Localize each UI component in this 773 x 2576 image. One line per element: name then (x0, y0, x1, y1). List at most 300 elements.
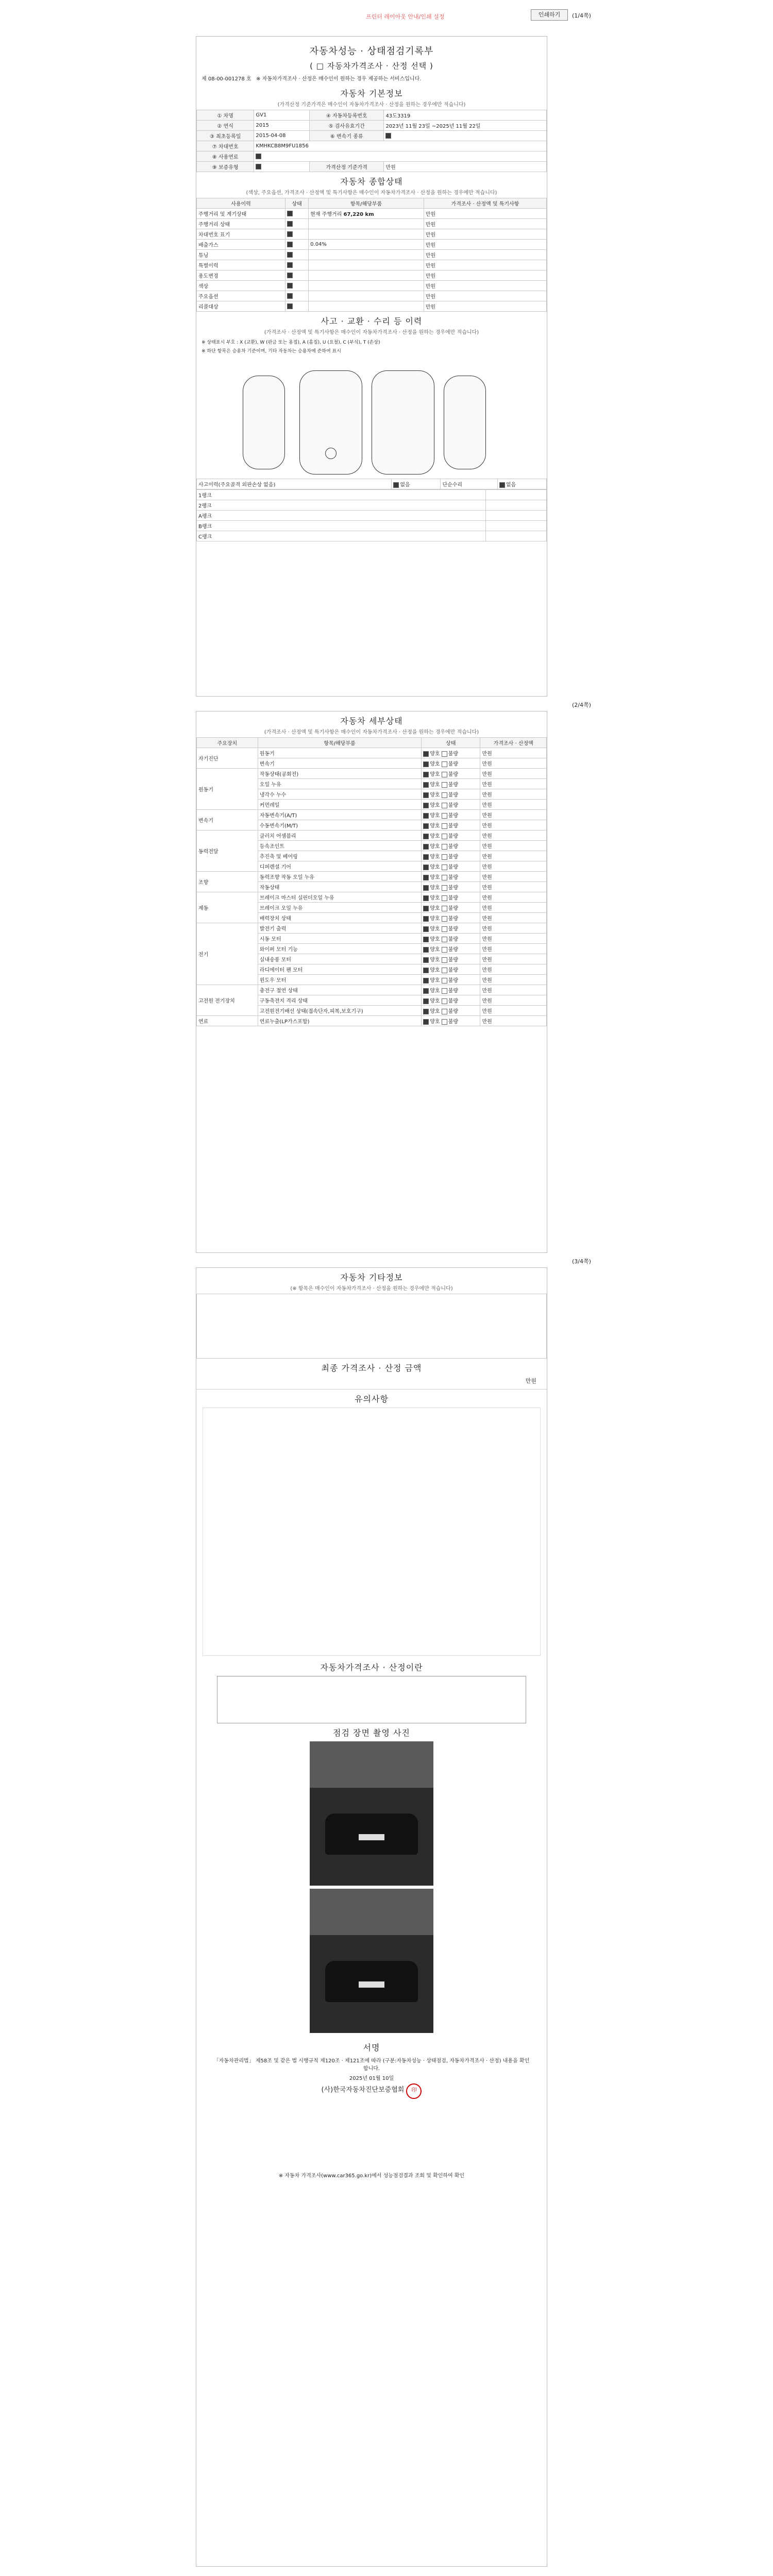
state-bad: 불량 (448, 988, 459, 994)
checkbox-icon (423, 978, 429, 984)
state-bad: 불량 (448, 782, 459, 788)
detail-item: 실내송풍 모터 (258, 954, 421, 964)
detail-price: 만원 (480, 769, 547, 779)
overall-sub: (색상, 주요옵션, 가격조사 · 산정액 및 특기사항은 매수인이 자동차가격조사 · 산정을 원하는 경우에만 적습니다) (246, 190, 497, 196)
checkbox-icon (256, 154, 261, 159)
detail-row (197, 810, 547, 820)
other-sub: (※ 항목은 매수인이 자동차가격조사 · 산정을 원하는 경우에만 적습니다) (290, 1286, 453, 1292)
checkbox-icon (423, 957, 429, 963)
detail-item: 추진축 및 베어링 (258, 851, 421, 861)
detail-item: 냉각수 누수 (258, 789, 421, 800)
detail-h0: 주요장치 (197, 738, 258, 748)
checkbox-icon (423, 988, 429, 994)
detail-price: 만원 (480, 831, 547, 841)
checkbox-icon (256, 164, 261, 170)
price-unit: 만원 (424, 219, 546, 229)
accident-legend: ※ 상태표시 부호 : X (교환), W (판금 또는 용접), A (흠집), U (요철), C (부식), T (손상) (201, 340, 380, 345)
doc-title: 자동차성능 · 상태점검기록부 (309, 46, 434, 57)
seal-stamp-icon: 印 (406, 2083, 422, 2099)
checkbox-icon (442, 1009, 447, 1014)
rank-label: 1랭크 (197, 490, 486, 500)
detail-state (422, 831, 480, 841)
answer-no: 없음 (400, 482, 410, 488)
detail-price: 만원 (480, 789, 547, 800)
detail-item: 자동변속기(A/T) (258, 810, 421, 820)
sign-text: 「자동차관리법」 제58조 및 같은 법 시행규칙 제120조 · 제121조에 따라 (구분:자동차성능 · 상태점검, 자동차가격조사 · 산정) 내용을 확인합니다. (213, 2058, 530, 2072)
detail-state (422, 903, 480, 913)
checkbox-icon (423, 854, 429, 860)
org-name-text: (사)한국자동차진단보증협회 (321, 2086, 405, 2094)
detail-item: 시동 모터 (258, 934, 421, 944)
state-bad: 불량 (448, 895, 459, 901)
detail-price: 만원 (480, 913, 547, 923)
checkbox-icon (442, 895, 447, 901)
state-bad: 불량 (448, 916, 459, 922)
detail-item: 고전원전기배선 상태(접속단자,피복,보호기구) (258, 1006, 421, 1016)
doc-subtitle: ( □ 자동차가격조사 · 산정 선택 ) (310, 61, 433, 71)
checkbox-icon (423, 895, 429, 901)
state-good: 양호 (430, 865, 440, 870)
overall-table (196, 198, 547, 312)
overall-h1: 상태 (285, 198, 309, 209)
checkbox-icon (287, 211, 293, 216)
detail-item: 등속조인트 (258, 841, 421, 851)
page-2 (196, 711, 547, 1253)
notes-title: 유의사항 (355, 1394, 389, 1404)
state-good: 양호 (430, 998, 440, 1004)
checkbox-icon (442, 854, 447, 860)
sign-title: 서명 (363, 2043, 380, 2053)
state-bad: 불량 (448, 947, 459, 953)
state-bad: 불량 (448, 926, 459, 932)
detail-price: 만원 (480, 872, 547, 882)
warranty-value (254, 162, 310, 172)
checkbox-icon (423, 782, 429, 788)
print-button[interactable]: 인쇄하기 (531, 9, 568, 21)
checkbox-icon (287, 293, 293, 299)
state-good: 양호 (430, 916, 440, 922)
state-good: 양호 (430, 947, 440, 953)
checkbox-icon (423, 823, 429, 829)
checkbox-icon (442, 968, 447, 973)
checkbox-icon (287, 221, 293, 227)
accident-sub: (가격조사 · 산정액 및 특기사항은 매수인이 자동차가격조사 · 산정을 원하는 경우에만 적습니다) (264, 330, 479, 335)
checkbox-icon (442, 957, 447, 963)
state-good: 양호 (430, 906, 440, 911)
answer-no: 없음 (506, 482, 516, 488)
checkbox-icon (423, 844, 429, 850)
detail-state (422, 758, 480, 769)
state-good: 양호 (430, 875, 440, 880)
detail-state (422, 882, 480, 892)
page-3-number: (3/4쪽) (572, 1258, 591, 1265)
checkbox-icon (442, 792, 447, 798)
seal-title: 자동차가격조사 · 산정이란 (320, 1663, 423, 1672)
detail-price: 만원 (480, 810, 547, 820)
state-bad: 불량 (448, 751, 459, 757)
car-side-left-icon (243, 376, 285, 469)
detail-item: 윈도우 모터 (258, 975, 421, 985)
detail-price: 만원 (480, 1006, 547, 1016)
page-3 (196, 1267, 547, 2567)
detail-state (422, 861, 480, 872)
detail-title: 자동차 세부상태 (340, 716, 403, 726)
checkbox-icon (287, 242, 293, 247)
state-good: 양호 (430, 834, 440, 839)
car-no-label: ④ 자동차등록번호 (309, 110, 383, 121)
state-good: 양호 (430, 988, 440, 994)
detail-row (197, 985, 547, 995)
checkbox-icon (287, 283, 293, 289)
seal-body (217, 1676, 526, 1723)
detail-group: 고전원 전기장치 (197, 985, 258, 1016)
state-bad: 불량 (448, 957, 459, 963)
price-unit: 만원 (424, 281, 546, 291)
detail-state (422, 954, 480, 964)
detail-group: 전기 (197, 923, 258, 985)
detail-item: 변속기 (258, 758, 421, 769)
detail-price: 만원 (480, 748, 547, 758)
car-name-value: GV1 (254, 110, 310, 121)
vin-value: KMHKCB8M9FU1856 (254, 141, 547, 151)
detail-item: 수동변속기(M/T) (258, 820, 421, 831)
doc-number-row (196, 72, 547, 84)
state-good: 양호 (430, 1009, 440, 1014)
year-value: 2015 (254, 121, 310, 131)
org-name (196, 2083, 547, 2099)
detail-state (422, 779, 480, 789)
inspect-label: ⑤ 검사유효기간 (309, 121, 383, 131)
inspect-value: 2023년 11월 23일 ~2025년 11월 22일 (384, 121, 547, 131)
state-good: 양호 (430, 957, 440, 963)
checkbox-icon (442, 844, 447, 850)
price-unit: 만원 (424, 301, 546, 312)
basic-info-sub: (가격산정 기준가격은 매수인이 자동차가격조사 · 산정을 원하는 경우에만 적습니다) (277, 102, 466, 108)
car-underbody-icon (372, 370, 434, 474)
state-good: 양호 (430, 926, 440, 932)
detail-row (197, 1016, 547, 1026)
checkbox-icon (442, 751, 447, 757)
fuel-label: ⑧ 사용연료 (197, 151, 254, 162)
state-good: 양호 (430, 823, 440, 829)
checkbox-icon (423, 885, 429, 891)
accident-table (196, 479, 547, 489)
checkbox-icon (287, 262, 293, 268)
detail-state (422, 913, 480, 923)
checkbox-icon (499, 482, 505, 488)
detail-price: 만원 (480, 779, 547, 789)
detail-state (422, 851, 480, 861)
detail-state (422, 892, 480, 903)
print-notice-link[interactable]: 프린터 레이아웃 안내/인쇄 설정 (366, 13, 445, 20)
state-good: 양호 (430, 895, 440, 901)
overall-row: 특별이력 (197, 260, 285, 270)
state-bad: 불량 (448, 865, 459, 870)
detail-state (422, 800, 480, 810)
page-number: (1/4쪽) (572, 12, 591, 19)
overall-h3: 가격조사 · 산정액 및 특기사항 (424, 198, 546, 209)
overall-row: 배출가스 (197, 240, 285, 250)
detail-price: 만원 (480, 985, 547, 995)
fuel-value (254, 151, 547, 162)
detail-group: 제동 (197, 892, 258, 923)
detail-state (422, 964, 480, 975)
detail-state (422, 1006, 480, 1016)
checkbox-icon (442, 875, 447, 880)
state-good: 양호 (430, 1019, 440, 1025)
car-diagram (196, 355, 547, 479)
price-unit: 만원 (424, 270, 546, 281)
detail-item: 배력장치 상태 (258, 913, 421, 923)
detail-item: 작동상태 (258, 882, 421, 892)
doc-no-label: 제 (201, 76, 207, 82)
rank-label: C랭크 (197, 531, 486, 541)
car-no-value: 43도3319 (384, 110, 547, 121)
checkbox-icon (442, 834, 447, 839)
state-good: 양호 (430, 813, 440, 819)
overall-title: 자동차 종합상태 (340, 177, 403, 187)
overall-h2: 항목/해당부품 (309, 198, 424, 209)
detail-row (197, 923, 547, 934)
overall-row: 튜닝 (197, 250, 285, 260)
mileage-value: 67,220 km (343, 212, 374, 217)
checkbox-icon (423, 875, 429, 880)
detail-state (422, 975, 480, 985)
detail-item: 디퍼렌셜 기어 (258, 861, 421, 872)
state-good: 양호 (430, 968, 440, 973)
detail-row (197, 831, 547, 841)
checkbox-icon (442, 885, 447, 891)
detail-state (422, 748, 480, 758)
inspection-photo-2 (310, 1889, 433, 2033)
state-bad: 불량 (448, 761, 459, 767)
state-bad: 불량 (448, 968, 459, 973)
checkbox-icon (442, 978, 447, 984)
detail-price: 만원 (480, 892, 547, 903)
checkbox-icon (423, 772, 429, 777)
overall-row: 리콜대상 (197, 301, 285, 312)
checkbox-icon (442, 988, 447, 994)
accident-row: 단순수리 (441, 479, 497, 489)
detail-item: 라디에이터 팬 모터 (258, 964, 421, 975)
detail-group: 변속기 (197, 810, 258, 831)
checkbox-icon (442, 916, 447, 922)
checkbox-icon (423, 937, 429, 942)
detail-state (422, 872, 480, 882)
price-unit: 만원 (525, 1378, 536, 1384)
checkbox-icon (287, 303, 293, 309)
detail-price: 만원 (480, 995, 547, 1006)
detail-group: 조향 (197, 872, 258, 892)
detail-price: 만원 (480, 800, 547, 810)
notes-body (203, 1408, 541, 1656)
detail-price: 만원 (480, 758, 547, 769)
detail-h2: 상태 (422, 738, 480, 748)
state-bad: 불량 (448, 823, 459, 829)
state-good: 양호 (430, 772, 440, 777)
state-bad: 불량 (448, 1019, 459, 1025)
checkbox-icon (423, 947, 429, 953)
year-label: ② 연식 (197, 121, 254, 131)
state-bad: 불량 (448, 792, 459, 798)
detail-price: 만원 (480, 923, 547, 934)
detail-item: 브레이크 오일 누유 (258, 903, 421, 913)
car-name-label: ① 차명 (197, 110, 254, 121)
detail-state (422, 841, 480, 851)
detail-price: 만원 (480, 975, 547, 985)
checkbox-icon (287, 273, 293, 278)
detail-state (422, 820, 480, 831)
other-title: 자동차 기타정보 (340, 1273, 403, 1282)
price-unit: 만원 (424, 240, 546, 250)
first-reg-value: 2015-04-08 (254, 131, 310, 141)
checkbox-icon (442, 865, 447, 870)
detail-row (197, 748, 547, 758)
detail-price: 만원 (480, 851, 547, 861)
photo-title: 점검 장면 촬영 사진 (333, 1728, 410, 1738)
detail-row (197, 892, 547, 903)
sign-date: 2025년 01월 10일 (349, 2076, 394, 2081)
detail-group: 동력전달 (197, 831, 258, 872)
overall-row: 주요옵션 (197, 291, 285, 301)
state-good: 양호 (430, 854, 440, 860)
mileage-label: 현재 주행거리 (310, 212, 342, 217)
doc-no-value: 08-00-001278 (208, 76, 245, 82)
overall-row: 주행거리 및 계기상태 (197, 209, 285, 219)
detail-price: 만원 (480, 861, 547, 872)
accident-row: 사고이력(주요골격 외판손상 없음) (197, 479, 392, 489)
top-toolbar (0, 0, 773, 31)
detail-price: 만원 (480, 1016, 547, 1026)
detail-price: 만원 (480, 841, 547, 851)
detail-sub: (가격조사 · 산정액 및 특기사항은 매수인이 자동차가격조사 · 산정을 원하는 경우에만 적습니다) (264, 730, 479, 735)
checkbox-icon (423, 916, 429, 922)
detail-price: 만원 (480, 820, 547, 831)
state-good: 양호 (430, 844, 440, 850)
state-good: 양호 (430, 803, 440, 808)
checkbox-icon (423, 761, 429, 767)
checkbox-icon (423, 751, 429, 757)
checkbox-icon (385, 133, 391, 139)
rank-label: 2랭크 (197, 500, 486, 511)
price-unit: 만원 (424, 209, 546, 219)
rank-label: A랭크 (197, 511, 486, 521)
detail-state (422, 789, 480, 800)
transmission-label: ⑥ 변속기 종류 (309, 131, 383, 141)
checkbox-icon (287, 231, 293, 237)
price-label: 가격산정 기준가격 (309, 162, 383, 172)
state-good: 양호 (430, 885, 440, 891)
detail-item: 연료누출(LP가스포함) (258, 1016, 421, 1026)
state-good: 양호 (430, 978, 440, 984)
state-good: 양호 (430, 751, 440, 757)
state-good: 양호 (430, 792, 440, 798)
checkbox-icon (442, 813, 447, 819)
checkbox-icon (442, 761, 447, 767)
state-bad: 불량 (448, 998, 459, 1004)
detail-state (422, 995, 480, 1006)
overall-row: 차대번호 표기 (197, 229, 285, 240)
detail-item: 오일 누유 (258, 779, 421, 789)
detail-price: 만원 (480, 954, 547, 964)
price-title: 최종 가격조사 · 산정 금액 (321, 1363, 422, 1373)
detail-state (422, 934, 480, 944)
detail-group: 원동기 (197, 769, 258, 810)
detail-item: 원동기 (258, 748, 421, 758)
price-unit: 만원 (424, 250, 546, 260)
overall-h0: 사용이력 (197, 198, 285, 209)
accident-legend2: ※ 하단 항목은 승용차 기준이며, 기타 자동차는 승용차에 준하여 표시 (201, 349, 341, 354)
detail-state (422, 985, 480, 995)
price-unit: 만원 (424, 291, 546, 301)
checkbox-icon (442, 906, 447, 911)
detail-item: 충전구 절연 상태 (258, 985, 421, 995)
page-2-number: (2/4쪽) (572, 702, 591, 708)
state-bad: 불량 (448, 834, 459, 839)
panel-rank-table (196, 489, 547, 541)
vin-label: ⑦ 차대번호 (197, 141, 254, 151)
state-good: 양호 (430, 937, 440, 942)
detail-price: 만원 (480, 964, 547, 975)
detail-state (422, 769, 480, 779)
detail-price: 만원 (480, 882, 547, 892)
checkbox-icon (423, 968, 429, 973)
checkbox-icon (442, 772, 447, 777)
detail-h3: 가격조사 · 산정액 (480, 738, 547, 748)
detail-state (422, 1016, 480, 1026)
detail-item: 작동상태(공회전) (258, 769, 421, 779)
checkbox-icon (442, 998, 447, 1004)
other-info-cell (197, 1294, 547, 1359)
detail-row (197, 769, 547, 779)
page-1 (196, 36, 547, 697)
price-unit: 만원 (424, 229, 546, 240)
state-bad: 불량 (448, 854, 459, 860)
checkbox-icon (442, 803, 447, 808)
detail-price: 만원 (480, 944, 547, 954)
detail-item: 발전기 출력 (258, 923, 421, 934)
detail-item: 구동축전지 격리 상태 (258, 995, 421, 1006)
price-value: 만원 (384, 162, 547, 172)
doc-notice: ※ 자동차가격조사 · 산정은 매수인이 원하는 경우 제공하는 서비스입니다. (256, 76, 422, 82)
spare-tire-icon (325, 448, 337, 459)
checkbox-icon (423, 1009, 429, 1014)
state-bad: 불량 (448, 772, 459, 777)
checkbox-icon (393, 482, 399, 488)
detail-state (422, 923, 480, 934)
inspection-photo-1 (310, 1741, 433, 1886)
checkbox-icon (423, 803, 429, 808)
warranty-label: ⑨ 보증유형 (197, 162, 254, 172)
checkbox-icon (423, 792, 429, 798)
checkbox-icon (423, 998, 429, 1004)
checkbox-icon (423, 834, 429, 839)
checkbox-icon (442, 947, 447, 953)
detail-group: 연료 (197, 1016, 258, 1026)
car-side-right-icon (444, 376, 486, 469)
basic-info-table (196, 110, 547, 172)
state-bad: 불량 (448, 937, 459, 942)
overall-row: 용도변경 (197, 270, 285, 281)
transmission-value (384, 131, 547, 141)
state-bad: 불량 (448, 875, 459, 880)
detail-price: 만원 (480, 903, 547, 913)
checkbox-icon (423, 865, 429, 870)
doc-no-suffix: 호 (246, 76, 251, 82)
state-bad: 불량 (448, 813, 459, 819)
emission-value: 0.04% (309, 240, 424, 250)
price-unit: 만원 (424, 260, 546, 270)
